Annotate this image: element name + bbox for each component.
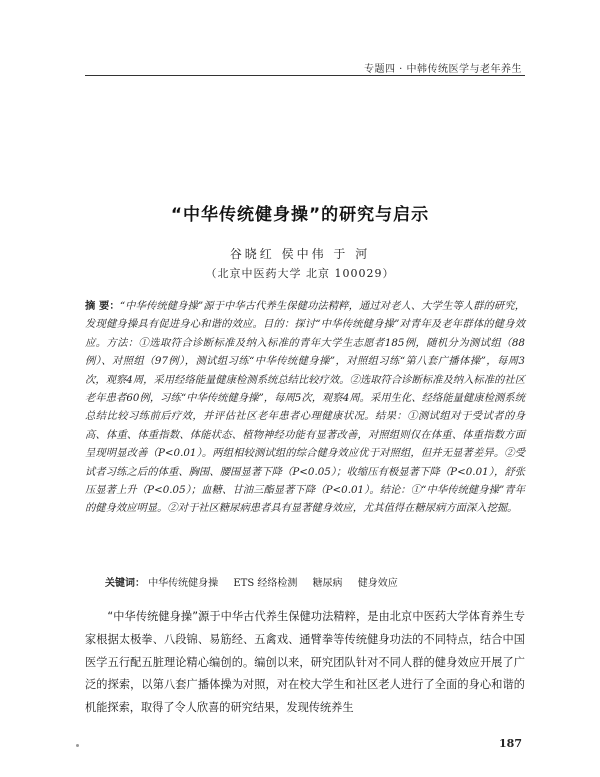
keyword: ETS 经络检测 — [233, 578, 298, 589]
abstract — [85, 297, 525, 518]
keyword: 中华传统健身操 — [148, 578, 219, 589]
abstract-text: “中华传统健身操”源于中华古代养生保健功法精粹，通过对老人、大学生等人群的研究，发现健身操具有促进身心和谐的效应。目的：探讨“中华传统健身操”对青年及老年群体的健身效应。方法：①选取符合诊断标准及纳入标准的青年大学生志愿者185例，随机分为测试组（88例）、对照组（97例），测试组习练“中华传统健身操”，对照组习练“第八套广播体操”，每周3次，观察4周，采用经络能量健康检测系统总结比较疗效。②选取符合诊断标准及纳入标准的社区老年患者60例，习练“中华传统健身操”，每周5次，观察4周。采用生化、经络能量健康检测系统总结比较习练前后疗效，并评估社区老年患者心理健康状况。结果：①测试组对于受试者的身高、体重、体重指数、体能状态、植物神经功能有显著改善，对照组则仅在体重、体重指数方面呈现明显改善（P<0.01）。两组相较测试组的综合健身效应优于对照组，但并无显著差异。②受试者习练之后的体重、胸围、腰围显著下降（P<0.05）；收缩压有极显著下降（P<0.01），舒张压显著上升（P<0.05）；血糖、甘油三酯显著下降（P<0.01）。结论：①“中华传统健身操”青年的健身效应明显。②对于社区糖尿病患者具有显著健身效应，尤其值得在糖尿病方面深入挖掘。 — [85, 300, 525, 515]
body-paragraph: “中华传统健身操”源于中华古代养生保健功法精粹，是由北京中医药大学体育养生专家根据太极拳、八段锦、易筋经、五禽戏、通臂拳等传统健身功法的不同特点，结合中国医学五行配五脏理论精心编创的。编创以来，研究团队针对不同人群的健身效应开展了广泛的探索，以第八套广播体操为对照，对在校大学生和社区老人进行了全面的身心和谐的机能探索，取得了令人欣喜的研究结果，发现传统养生 — [85, 610, 525, 715]
scan-mark — [76, 744, 79, 747]
keyword: 健身效应 — [357, 578, 398, 589]
keyword: 糖尿病 — [312, 578, 343, 589]
abstract-label: 摘 要： — [85, 300, 120, 312]
keywords-label: 关键词： — [105, 578, 145, 589]
running-header: 专题四 · 中韩传统医学与老年养生 — [363, 64, 522, 75]
authors: 谷晓红 侯中伟 于 河 — [229, 247, 371, 261]
page-number: 187 — [499, 737, 522, 750]
header-rule — [85, 75, 525, 76]
paper-title: “中华传统健身操”的研究与启示 — [170, 205, 430, 225]
keywords — [105, 574, 525, 589]
affiliation: （北京中医药大学 北京 100029） — [205, 267, 395, 280]
